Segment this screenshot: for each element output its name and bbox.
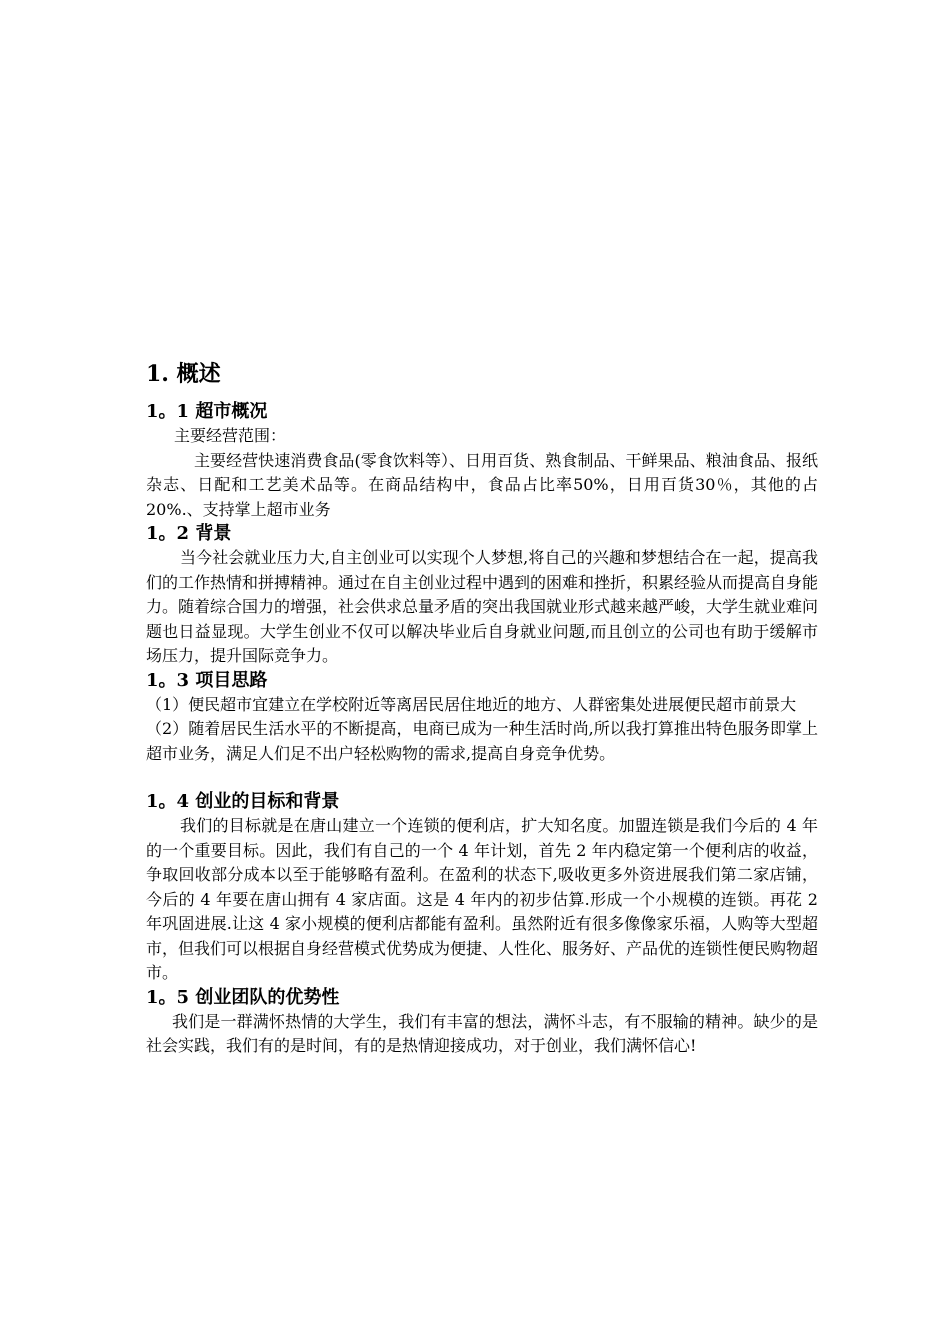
section-1-3-paragraph-1: （1）便民超市宜建立在学校附近等离居民居住地近的地方、人群密集处进展便民超市前景大: [146, 694, 797, 714]
section-1-4-paragraph-1: 我们的目标就是在唐山建立一个连锁的便利店，扩大知名度。加盟连锁是我们今后的 4 年的一个重要目标。因此，我们有自己的一个 4 年计划，首先 2 年内稳定第一个便利店的收益，争取回收部分成本以至于能够略有盈利。在盈利的状态下,吸收更多外资进展我们第二家店铺，今后的 4 年要在唐山拥有 4 家店面。这是 4 年内的初步估算.形成一个小规模的连锁。再花 2 年巩固进展.让这 4 家小规模的便利店都能有盈利。虽然附近有很多像像家乐福，人购等大型超市，但我们可以根据自身经营模式优势成为便捷、人性化、服务好、产品优的连锁性便民购物超市。: [146, 816, 819, 982]
section-title-1-4: 1。4 创业的目标和背景: [146, 791, 340, 812]
section-1-1-paragraph-1: 主要经营范围：: [174, 426, 287, 445]
section-1-5-paragraph-1: 我们是一群满怀热情的大学生，我们有丰富的想法，满怀斗志，有不服输的精神。缺少的是社会实践，我们有的是时间，有的是热情迎接成功，对于创业，我们满怀信心!: [146, 1011, 818, 1055]
section-title-1-2: 1。2 背景: [146, 523, 232, 544]
chapter-heading: 1. 概述: [146, 361, 221, 387]
blank-line: [146, 766, 818, 790]
section-1-3-paragraph-2: （2）随着居民生活水平的不断提高，电商已成为一种生活时尚,所以我打算推出特色服务即掌上超市业务，满足人们足不出户轻松购物的需求,提高自身竞争优势。: [146, 719, 818, 763]
document-page: [146, 358, 818, 1059]
section-title-1-3: 1。3 项目思路: [146, 669, 268, 691]
section-1-1-paragraph-2: 主要经营快速消费食品(零食饮料等）、日用百货、熟食制品、干鲜果品、粮油食品、报纸杂志、日配和工艺美术品等。在商品结构中，食品占比率50%，日用百货30％，其他的占20%.、支持掌上超市业务: [146, 450, 818, 519]
section-1-2-paragraph-1: 当今社会就业压力大,自主创业可以实现个人梦想,将自己的兴趣和梦想结合在一起，提高我们的工作热情和拼搏精神。通过在自主创业过程中遇到的困难和挫折，积累经验从而提高自身能力。随着综合国力的增强，社会供求总量矛盾的突出我国就业形式越来越严峻，大学生就业难问题也日益显现。大学生创业不仅可以解决毕业后自身就业问题,而且创立的公司也有助于缓解市场压力，提升国际竞争力。: [146, 548, 819, 665]
section-title-1-1: 1。1 超市概况: [146, 401, 268, 422]
section-title-1-5: 1。5 创业团队的优势性: [146, 986, 340, 1008]
